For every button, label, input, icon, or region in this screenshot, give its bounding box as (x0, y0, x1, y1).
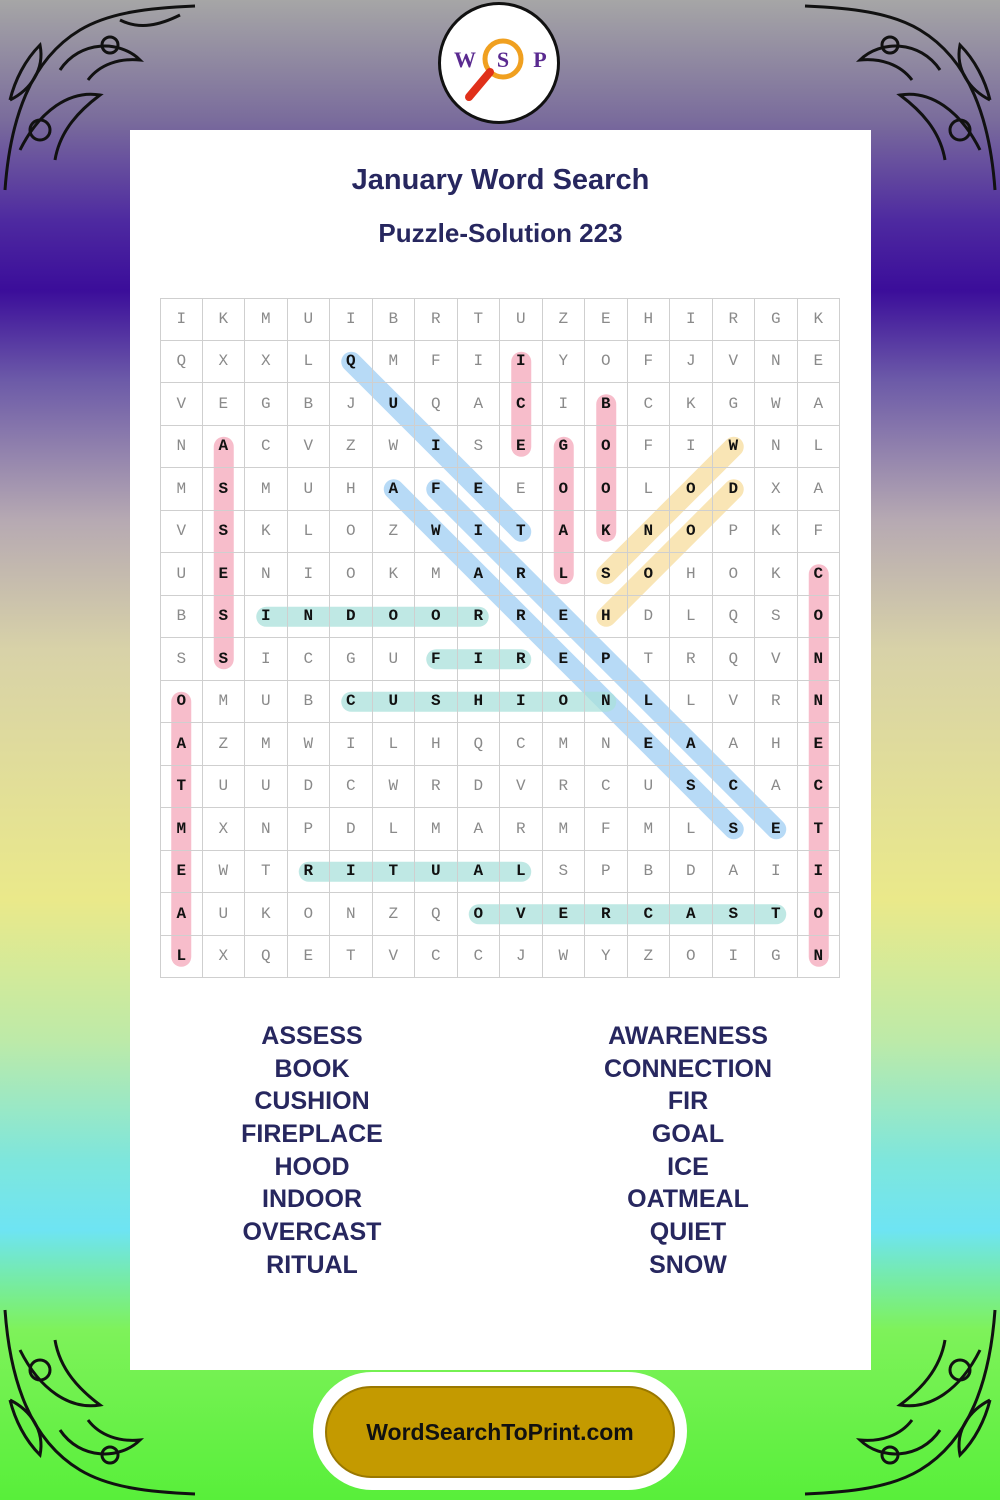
grid-cell[interactable]: G (755, 298, 798, 341)
grid-cell[interactable]: A (458, 383, 501, 426)
grid-cell[interactable]: H (458, 681, 501, 724)
grid-cell[interactable]: U (628, 766, 671, 809)
grid-cell[interactable]: M (160, 808, 203, 851)
grid-cell[interactable]: S (670, 766, 713, 809)
grid-cell[interactable]: Q (415, 893, 458, 936)
logo-letter-w: W (454, 47, 476, 72)
grid-cell[interactable]: A (373, 468, 416, 511)
grid-cell[interactable]: L (543, 553, 586, 596)
grid-cell[interactable]: L (500, 851, 543, 894)
word-item: ASSESS (261, 1022, 363, 1050)
grid-cell[interactable]: L (670, 808, 713, 851)
grid-cell[interactable]: D (670, 851, 713, 894)
grid-cell[interactable]: Z (628, 936, 671, 979)
grid-cell[interactable]: O (670, 511, 713, 554)
grid-cell[interactable]: B (288, 383, 331, 426)
grid-cell[interactable]: I (500, 341, 543, 384)
grid-cell[interactable]: C (415, 936, 458, 979)
grid-cell[interactable]: T (245, 851, 288, 894)
grid-cell[interactable]: R (543, 766, 586, 809)
grid-cell[interactable]: A (203, 426, 246, 469)
grid-cell[interactable]: I (458, 511, 501, 554)
grid-cell[interactable]: R (500, 553, 543, 596)
grid-cell[interactable]: E (500, 468, 543, 511)
grid-cell[interactable]: N (245, 553, 288, 596)
grid-cell[interactable]: O (458, 893, 501, 936)
footer-site-link[interactable]: WordSearchToPrint.com (366, 1418, 634, 1445)
grid-cell[interactable]: E (543, 893, 586, 936)
grid-cell[interactable]: O (543, 468, 586, 511)
grid-cell[interactable]: M (543, 723, 586, 766)
grid-cell[interactable]: N (798, 681, 841, 724)
grid-cell[interactable]: N (755, 426, 798, 469)
grid-cell[interactable]: K (798, 298, 841, 341)
grid-cell[interactable]: S (415, 681, 458, 724)
grid-cell[interactable]: A (670, 723, 713, 766)
grid-cell[interactable]: K (373, 553, 416, 596)
grid-cell[interactable]: C (458, 936, 501, 979)
grid-cell[interactable]: U (288, 468, 331, 511)
grid-cell[interactable]: O (585, 341, 628, 384)
grid-cell[interactable]: E (500, 426, 543, 469)
word-item: QUIET (649, 1218, 727, 1247)
word-item: SNOW (649, 1250, 727, 1279)
grid-cell[interactable]: J (500, 936, 543, 979)
grid-cell[interactable]: Q (330, 341, 373, 384)
grid-cell[interactable]: Q (245, 936, 288, 979)
grid-cell[interactable]: E (798, 723, 841, 766)
grid-cell[interactable]: J (670, 341, 713, 384)
grid-cell[interactable]: F (628, 426, 671, 469)
grid-cell[interactable]: E (543, 638, 586, 681)
grid-cell[interactable]: T (458, 298, 501, 341)
grid-cell[interactable]: I (755, 851, 798, 894)
grid-cell[interactable]: A (160, 893, 203, 936)
grid-cell[interactable]: U (203, 766, 246, 809)
word-item: OATMEAL (627, 1185, 749, 1214)
grid-cell[interactable]: N (330, 893, 373, 936)
grid-cell[interactable]: N (798, 936, 841, 979)
grid-cell[interactable]: U (415, 851, 458, 894)
word-item: HOOD (274, 1152, 350, 1181)
grid-cell[interactable]: Q (713, 638, 756, 681)
letter-grid (160, 298, 840, 978)
grid-cell[interactable]: S (203, 468, 246, 511)
grid-cell[interactable]: B (585, 383, 628, 426)
grid-cell[interactable]: Q (713, 596, 756, 639)
word-list-left (162, 1020, 462, 1282)
grid-cell[interactable]: R (500, 808, 543, 851)
grid-cell[interactable]: O (415, 596, 458, 639)
grid-cell[interactable]: P (288, 808, 331, 851)
grid-cell[interactable]: C (500, 383, 543, 426)
grid-cell[interactable]: R (458, 596, 501, 639)
grid-cell[interactable]: O (713, 553, 756, 596)
grid-cell[interactable]: I (458, 638, 501, 681)
grid-cell[interactable]: Y (543, 341, 586, 384)
grid-cell[interactable]: I (245, 596, 288, 639)
grid-cell[interactable]: A (458, 553, 501, 596)
grid-cell[interactable]: M (245, 723, 288, 766)
grid-cell[interactable]: B (628, 851, 671, 894)
grid-cell[interactable]: K (245, 511, 288, 554)
grid-cell[interactable]: N (628, 511, 671, 554)
grid-cell[interactable]: I (330, 723, 373, 766)
grid-cell[interactable]: L (670, 596, 713, 639)
word-list-right (538, 1020, 838, 1282)
grid-cell[interactable]: G (713, 383, 756, 426)
grid-cell[interactable]: E (288, 936, 331, 979)
grid-cell[interactable]: I (245, 638, 288, 681)
grid-cell[interactable]: K (755, 511, 798, 554)
grid-cell[interactable]: P (585, 851, 628, 894)
grid-cell[interactable]: L (628, 468, 671, 511)
grid-cell[interactable]: U (500, 298, 543, 341)
grid-cell[interactable]: A (458, 808, 501, 851)
grid-cell[interactable]: D (458, 766, 501, 809)
grid-cell[interactable]: G (245, 383, 288, 426)
word-item: AWARENESS (608, 1022, 768, 1050)
grid-cell[interactable]: I (330, 298, 373, 341)
grid-cell[interactable]: U (373, 383, 416, 426)
grid-cell[interactable]: A (713, 723, 756, 766)
grid-cell[interactable]: Z (373, 893, 416, 936)
grid-cell[interactable]: I (415, 426, 458, 469)
grid-cell[interactable]: D (713, 468, 756, 511)
grid-cell[interactable]: R (288, 851, 331, 894)
grid-cell[interactable]: U (160, 553, 203, 596)
wsp-logo (438, 2, 560, 124)
grid-cell[interactable]: V (713, 681, 756, 724)
grid-cell[interactable]: I (798, 851, 841, 894)
grid-cell[interactable]: R (755, 681, 798, 724)
grid-cell[interactable]: O (670, 936, 713, 979)
grid-cell[interactable]: I (713, 936, 756, 979)
grid-cell[interactable]: B (373, 298, 416, 341)
grid-cell[interactable]: C (798, 553, 841, 596)
grid-cell[interactable]: H (330, 468, 373, 511)
word-item: CUSHION (254, 1087, 370, 1116)
grid-cell[interactable]: I (330, 851, 373, 894)
magnifier-logo-icon (441, 5, 557, 121)
grid-cell[interactable]: M (245, 298, 288, 341)
grid-cell[interactable]: K (755, 553, 798, 596)
grid-cell[interactable]: O (288, 893, 331, 936)
grid-cell[interactable]: S (203, 596, 246, 639)
grid-cell[interactable]: C (713, 766, 756, 809)
grid-cell[interactable]: G (543, 426, 586, 469)
grid-cell[interactable]: Y (585, 936, 628, 979)
grid-cell[interactable]: E (543, 596, 586, 639)
grid-cell[interactable]: A (713, 851, 756, 894)
grid-cell[interactable]: H (585, 596, 628, 639)
grid-cell[interactable]: L (798, 426, 841, 469)
grid-cell[interactable]: P (585, 638, 628, 681)
page-title: January Word Search (351, 164, 650, 196)
grid-cell[interactable]: P (713, 511, 756, 554)
grid-cell[interactable]: B (160, 596, 203, 639)
grid-cell[interactable]: H (670, 553, 713, 596)
grid-cell[interactable]: T (798, 808, 841, 851)
grid-cell[interactable]: D (330, 596, 373, 639)
grid-cell[interactable]: A (543, 511, 586, 554)
grid-cell[interactable]: C (585, 766, 628, 809)
grid-cell[interactable]: I (288, 553, 331, 596)
grid-cell[interactable]: M (245, 468, 288, 511)
grid-cell[interactable]: E (203, 383, 246, 426)
grid-cell[interactable]: L (373, 723, 416, 766)
grid-cell[interactable]: W (543, 936, 586, 979)
grid-cell[interactable]: M (415, 808, 458, 851)
grid-cell[interactable]: T (500, 511, 543, 554)
grid-cell[interactable]: J (330, 383, 373, 426)
grid-cell[interactable]: U (373, 638, 416, 681)
grid-cell[interactable]: H (755, 723, 798, 766)
grid-cell[interactable]: F (415, 341, 458, 384)
grid-cell[interactable]: I (160, 298, 203, 341)
grid-cell[interactable]: T (373, 851, 416, 894)
word-item: INDOOR (262, 1185, 362, 1214)
grid-cell[interactable]: W (415, 511, 458, 554)
grid-cell[interactable]: M (373, 341, 416, 384)
grid-cell[interactable]: K (670, 383, 713, 426)
grid-cell[interactable]: S (203, 511, 246, 554)
grid-cell[interactable]: Q (415, 383, 458, 426)
grid-cell[interactable]: O (543, 681, 586, 724)
word-grid (160, 298, 840, 978)
grid-cell[interactable]: R (500, 638, 543, 681)
grid-cell[interactable]: I (543, 383, 586, 426)
grid-cell[interactable]: E (755, 808, 798, 851)
grid-cell[interactable]: M (628, 808, 671, 851)
grid-cell[interactable]: O (670, 468, 713, 511)
grid-cell[interactable]: V (160, 383, 203, 426)
grid-cell[interactable]: C (288, 638, 331, 681)
grid-cell[interactable]: K (585, 511, 628, 554)
grid-cell[interactable]: X (245, 341, 288, 384)
footer-banner[interactable] (325, 1386, 675, 1478)
grid-cell[interactable]: N (755, 341, 798, 384)
grid-cell[interactable]: O (628, 553, 671, 596)
grid-cell[interactable]: F (798, 511, 841, 554)
grid-cell[interactable]: A (160, 723, 203, 766)
grid-cell[interactable]: W (713, 426, 756, 469)
grid-cell[interactable]: N (288, 596, 331, 639)
grid-cell[interactable]: C (628, 893, 671, 936)
grid-cell[interactable]: V (500, 766, 543, 809)
word-item: ICE (667, 1152, 709, 1181)
grid-cell[interactable]: Z (373, 511, 416, 554)
grid-cell[interactable]: I (500, 681, 543, 724)
grid-cell[interactable]: R (713, 298, 756, 341)
grid-cell[interactable]: D (628, 596, 671, 639)
grid-cell[interactable]: O (330, 553, 373, 596)
grid-cell[interactable]: F (415, 468, 458, 511)
grid-cell[interactable]: V (755, 638, 798, 681)
grid-cell[interactable]: O (798, 893, 841, 936)
word-item: RITUAL (266, 1250, 358, 1279)
grid-cell[interactable]: S (755, 596, 798, 639)
grid-cell[interactable]: X (203, 341, 246, 384)
grid-cell[interactable]: S (585, 553, 628, 596)
grid-cell[interactable]: Z (543, 298, 586, 341)
grid-cell[interactable]: C (245, 426, 288, 469)
grid-cell[interactable]: H (628, 298, 671, 341)
grid-cell[interactable]: L (160, 936, 203, 979)
grid-cell[interactable]: C (798, 766, 841, 809)
grid-cell[interactable]: S (713, 893, 756, 936)
grid-cell[interactable]: V (288, 426, 331, 469)
word-item: BOOK (274, 1054, 350, 1083)
grid-cell[interactable]: A (798, 383, 841, 426)
grid-cell[interactable]: F (415, 638, 458, 681)
grid-cell[interactable]: S (713, 808, 756, 851)
grid-cell[interactable]: N (585, 723, 628, 766)
grid-cell[interactable]: A (798, 468, 841, 511)
grid-cell[interactable]: C (500, 723, 543, 766)
grid-cell[interactable]: F (585, 808, 628, 851)
grid-cell[interactable]: L (288, 341, 331, 384)
grid-cell[interactable]: X (755, 468, 798, 511)
grid-cell[interactable]: T (755, 893, 798, 936)
grid-cell[interactable]: C (330, 766, 373, 809)
grid-cell[interactable]: Q (458, 723, 501, 766)
grid-cell[interactable]: V (500, 893, 543, 936)
grid-cell[interactable]: H (415, 723, 458, 766)
grid-cell[interactable]: N (160, 426, 203, 469)
grid-cell[interactable]: W (373, 426, 416, 469)
grid-cell[interactable]: E (585, 298, 628, 341)
grid-cell[interactable]: R (500, 596, 543, 639)
word-item: OVERCAST (242, 1218, 382, 1247)
grid-cell[interactable]: U (288, 298, 331, 341)
grid-cell[interactable]: O (160, 681, 203, 724)
grid-cell[interactable]: I (670, 298, 713, 341)
page-subtitle: Puzzle-Solution 223 (378, 218, 623, 248)
grid-cell[interactable]: L (288, 511, 331, 554)
grid-cell[interactable]: T (628, 638, 671, 681)
grid-cell[interactable]: T (330, 936, 373, 979)
grid-cell[interactable]: E (160, 851, 203, 894)
grid-cell[interactable]: I (458, 341, 501, 384)
grid-cell[interactable]: C (330, 681, 373, 724)
grid-cell[interactable]: X (203, 936, 246, 979)
grid-cell[interactable]: E (798, 341, 841, 384)
grid-cell[interactable]: C (628, 383, 671, 426)
grid-cell[interactable]: L (628, 681, 671, 724)
grid-cell[interactable]: D (288, 766, 331, 809)
grid-cell[interactable]: V (373, 936, 416, 979)
grid-cell[interactable]: Z (203, 723, 246, 766)
grid-cell[interactable]: R (585, 893, 628, 936)
grid-cell[interactable]: R (670, 638, 713, 681)
grid-cell[interactable]: M (543, 808, 586, 851)
word-item: GOAL (651, 1120, 725, 1149)
grid-cell[interactable]: O (585, 468, 628, 511)
grid-cell[interactable]: R (415, 298, 458, 341)
grid-cell[interactable]: N (245, 808, 288, 851)
puzzle-sheet (130, 130, 871, 1370)
grid-cell[interactable]: O (330, 511, 373, 554)
grid-cell[interactable]: L (670, 681, 713, 724)
grid-cell[interactable]: Q (160, 341, 203, 384)
grid-cell[interactable]: O (373, 596, 416, 639)
grid-cell[interactable]: W (288, 723, 331, 766)
grid-cell[interactable]: A (458, 851, 501, 894)
grid-cell[interactable]: W (755, 383, 798, 426)
grid-cell[interactable]: V (160, 511, 203, 554)
grid-cell[interactable]: N (798, 638, 841, 681)
grid-cell[interactable]: A (755, 766, 798, 809)
grid-cell[interactable]: O (585, 426, 628, 469)
grid-cell[interactable]: N (585, 681, 628, 724)
word-item: FIREPLACE (241, 1120, 383, 1149)
grid-cell[interactable]: G (755, 936, 798, 979)
grid-cell[interactable]: U (203, 893, 246, 936)
grid-cell[interactable]: U (245, 766, 288, 809)
grid-cell[interactable]: G (330, 638, 373, 681)
grid-cell[interactable]: M (160, 468, 203, 511)
grid-cell[interactable]: U (373, 681, 416, 724)
grid-cell[interactable]: M (203, 681, 246, 724)
grid-cell[interactable]: K (245, 893, 288, 936)
grid-cell[interactable]: F (628, 341, 671, 384)
grid-cell[interactable]: E (628, 723, 671, 766)
grid-cell[interactable]: S (160, 638, 203, 681)
grid-cell[interactable]: L (373, 808, 416, 851)
grid-cell[interactable]: A (670, 893, 713, 936)
logo-letter-s: S (496, 47, 510, 72)
grid-cell[interactable]: X (203, 808, 246, 851)
grid-cell[interactable]: O (798, 596, 841, 639)
grid-cell[interactable]: R (415, 766, 458, 809)
word-item: CONNECTION (603, 1054, 773, 1083)
grid-cell[interactable]: E (203, 553, 246, 596)
grid-cell[interactable]: U (245, 681, 288, 724)
word-item: FIR (667, 1087, 709, 1116)
grid-cell[interactable]: B (288, 681, 331, 724)
grid-cell[interactable]: W (373, 766, 416, 809)
grid-cell[interactable]: Z (330, 426, 373, 469)
grid-cell[interactable]: S (458, 426, 501, 469)
grid-cell[interactable]: E (458, 468, 501, 511)
grid-cell[interactable]: I (670, 426, 713, 469)
grid-cell[interactable]: M (415, 553, 458, 596)
grid-cell[interactable]: K (203, 298, 246, 341)
grid-cell[interactable]: S (543, 851, 586, 894)
logo-letter-p: P (533, 47, 547, 72)
grid-cell[interactable]: V (713, 341, 756, 384)
grid-cell[interactable]: D (330, 808, 373, 851)
grid-cell[interactable]: W (203, 851, 246, 894)
grid-cell[interactable]: T (160, 766, 203, 809)
grid-cell[interactable]: S (203, 638, 246, 681)
